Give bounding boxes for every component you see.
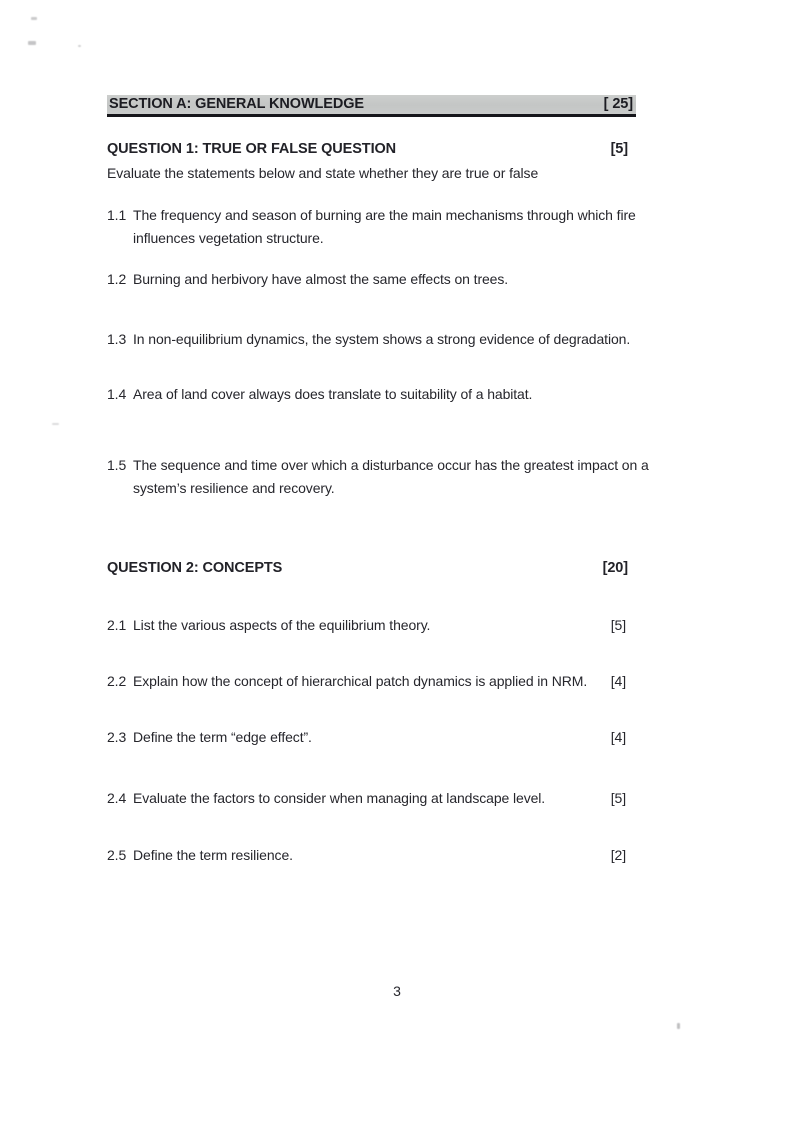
question-item-1-1 — [107, 204, 659, 249]
item-marks: [4] — [610, 673, 626, 689]
scan-artifact — [31, 17, 37, 20]
question-item-1-5 — [107, 454, 659, 499]
item-marks: [2] — [610, 847, 626, 863]
item-text: List the various aspects of the equilibrium theory. — [133, 617, 431, 633]
item-marks: [4] — [610, 729, 626, 745]
item-marks: [5] — [610, 790, 626, 806]
item-text: The sequence and time over which a disturbance occur has the greatest impact on a system’s resilience and recovery. — [133, 457, 649, 496]
scan-artifact — [52, 423, 59, 425]
scan-artifact — [28, 41, 36, 45]
question-item-2-2 — [107, 671, 638, 692]
question-item-2-4 — [107, 788, 638, 809]
section-marks: [ 25] — [603, 96, 633, 112]
page-number: 3 — [393, 983, 401, 999]
question1-marks: [5] — [610, 141, 628, 157]
question-item-1-3 — [107, 328, 659, 351]
question-item-2-1 — [107, 615, 638, 636]
question1-title: QUESTION 1: TRUE OR FALSE QUESTION — [107, 141, 397, 157]
item-number: 2.4 — [107, 790, 127, 806]
scan-artifact — [677, 1023, 680, 1029]
item-text: In non-equilibrium dynamics, the system shows a strong evidence of degradation. — [133, 331, 631, 347]
question-item-2-3 — [107, 727, 638, 748]
item-text: The frequency and season of burning are the main mechanisms through which fire influences vegetation structure. — [133, 207, 636, 246]
question2-title: QUESTION 2: CONCEPTS — [107, 560, 283, 576]
question1-heading — [107, 141, 636, 161]
item-number: 2.3 — [107, 729, 127, 745]
question-item-1-4 — [107, 383, 659, 406]
item-text: Evaluate the factors to consider when managing at landscape level. — [133, 790, 546, 806]
item-marks: [5] — [610, 617, 626, 633]
question1-instruction: Evaluate the statements below and state whether they are true or false — [107, 165, 539, 181]
item-number: 1.2 — [107, 271, 127, 287]
section-title: SECTION A: GENERAL KNOWLEDGE — [109, 96, 364, 112]
item-number: 1.5 — [107, 457, 127, 473]
item-text: Define the term “edge effect”. — [133, 729, 312, 745]
item-number: 2.1 — [107, 617, 127, 633]
item-number: 2.5 — [107, 847, 127, 863]
scan-artifact — [78, 45, 81, 47]
item-text: Burning and herbivory have almost the same effects on trees. — [133, 271, 509, 287]
section-header-bar — [107, 95, 636, 117]
question2-heading — [107, 560, 636, 580]
item-number: 1.3 — [107, 331, 127, 347]
question2-marks: [20] — [602, 560, 628, 576]
item-text: Explain how the concept of hierarchical patch dynamics is applied in NRM. — [133, 673, 588, 689]
item-text: Area of land cover always does translate to suitability of a habitat. — [133, 386, 533, 402]
item-number: 1.1 — [107, 207, 127, 223]
item-number: 1.4 — [107, 386, 127, 402]
item-number: 2.2 — [107, 673, 127, 689]
item-text: Define the term resilience. — [133, 847, 293, 863]
question-item-1-2 — [107, 268, 659, 291]
question-item-2-5 — [107, 845, 638, 866]
